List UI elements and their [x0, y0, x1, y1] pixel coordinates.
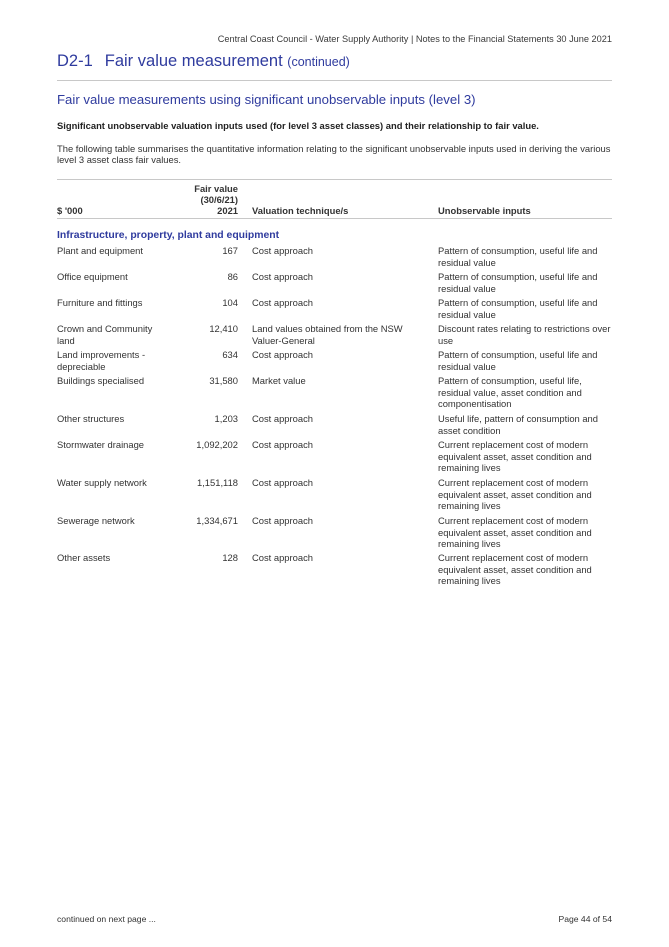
asset-name: Sewerage network: [57, 515, 135, 526]
unobservable-column-header: Unobservable inputs: [438, 205, 531, 216]
intro-bold: Significant unobservable valuation inputs used (for level 3 asset classes) and their relationship to fair value.: [57, 120, 539, 131]
valuation-technique: Cost approach: [252, 271, 313, 282]
technique-column-header: Valuation technique/s: [252, 205, 349, 216]
running-header: Central Coast Council - Water Supply Authority | Notes to the Financial Statements 30 June 2021: [217, 34, 612, 44]
valuation-technique: Cost approach: [252, 349, 313, 360]
valuation-technique: Cost approach: [252, 515, 313, 526]
asset-name: Crown and Community land: [57, 323, 153, 346]
fair-value: 31,580: [209, 375, 238, 386]
section-number: D2-1: [57, 52, 93, 70]
continued-note: continued on next page ...: [57, 914, 156, 924]
unobservable-inputs: Pattern of consumption, useful life and residual value: [438, 271, 598, 294]
summary-paragraph: The following table summarises the quantitative information relating to the significant unobservable inputs used in deriving the various level 3 asset class fair values.: [57, 143, 611, 165]
fair-value: 167: [222, 245, 238, 256]
unobservable-inputs: Useful life, pattern of consumption and asset condition: [438, 413, 598, 436]
valuation-technique: Cost approach: [252, 413, 313, 424]
fair-value-header-line3: 2021: [217, 205, 238, 216]
table-header-divider: [57, 218, 612, 219]
divider: [57, 80, 612, 81]
table-group-title: Infrastructure, property, plant and equipment: [57, 230, 280, 241]
asset-name: Buildings specialised: [57, 375, 145, 386]
valuation-technique: Cost approach: [252, 439, 313, 450]
asset-name: Furniture and fittings: [57, 297, 143, 308]
asset-name: Other structures: [57, 413, 125, 424]
asset-name: Stormwater drainage: [57, 439, 145, 450]
valuation-technique: Cost approach: [252, 552, 313, 563]
asset-name: Land improvements - depreciable: [57, 349, 146, 372]
fair-value-header-line1: Fair value: [194, 183, 238, 194]
unit-column-header: $ '000: [57, 205, 83, 216]
unobservable-inputs: Current replacement cost of modern equivalent asset, asset condition and remaining lives: [438, 552, 592, 586]
valuation-technique: Cost approach: [252, 477, 313, 488]
unobservable-inputs: Discount rates relating to restrictions over use: [438, 323, 611, 346]
fair-value-header-line2: (30/6/21): [200, 194, 238, 205]
valuation-technique: Land values obtained from the NSW Valuer-General: [252, 323, 403, 346]
section-title: [57, 52, 350, 71]
fair-value: 1,092,202: [196, 439, 238, 450]
unobservable-inputs: Current replacement cost of modern equivalent asset, asset condition and remaining lives: [438, 515, 592, 549]
valuation-technique: Cost approach: [252, 297, 313, 308]
page-number: Page 44 of 54: [558, 914, 612, 924]
asset-name: Other assets: [57, 552, 111, 563]
unobservable-inputs: Pattern of consumption, useful life, residual value, asset condition and componentisation: [438, 375, 582, 409]
fair-value-column-header: [170, 183, 238, 216]
fair-value: 86: [227, 271, 238, 282]
asset-name: Office equipment: [57, 271, 128, 282]
section-continued-label: (continued): [287, 55, 350, 69]
fair-value: 634: [222, 349, 238, 360]
fair-value: 12,410: [209, 323, 238, 334]
fair-value: 1,151,118: [196, 477, 238, 488]
unobservable-inputs: Pattern of consumption, useful life and residual value: [438, 297, 598, 320]
unobservable-inputs: Pattern of consumption, useful life and residual value: [438, 349, 598, 372]
subheading: Fair value measurements using significant unobservable inputs (level 3): [57, 92, 476, 107]
table-top-divider: [57, 179, 612, 180]
fair-value: 128: [222, 552, 238, 563]
valuation-technique: Market value: [252, 375, 306, 386]
fair-value: 1,334,671: [196, 515, 238, 526]
section-title-text: Fair value measurement: [104, 52, 283, 70]
unobservable-inputs: Current replacement cost of modern equivalent asset, asset condition and remaining lives: [438, 439, 592, 473]
asset-name: Plant and equipment: [57, 245, 144, 256]
unobservable-inputs: Current replacement cost of modern equivalent asset, asset condition and remaining lives: [438, 477, 592, 511]
asset-name: Water supply network: [57, 477, 147, 488]
valuation-technique: Cost approach: [252, 245, 313, 256]
fair-value: 104: [222, 297, 238, 308]
fair-value: 1,203: [214, 413, 238, 424]
unobservable-inputs: Pattern of consumption, useful life and residual value: [438, 245, 598, 268]
